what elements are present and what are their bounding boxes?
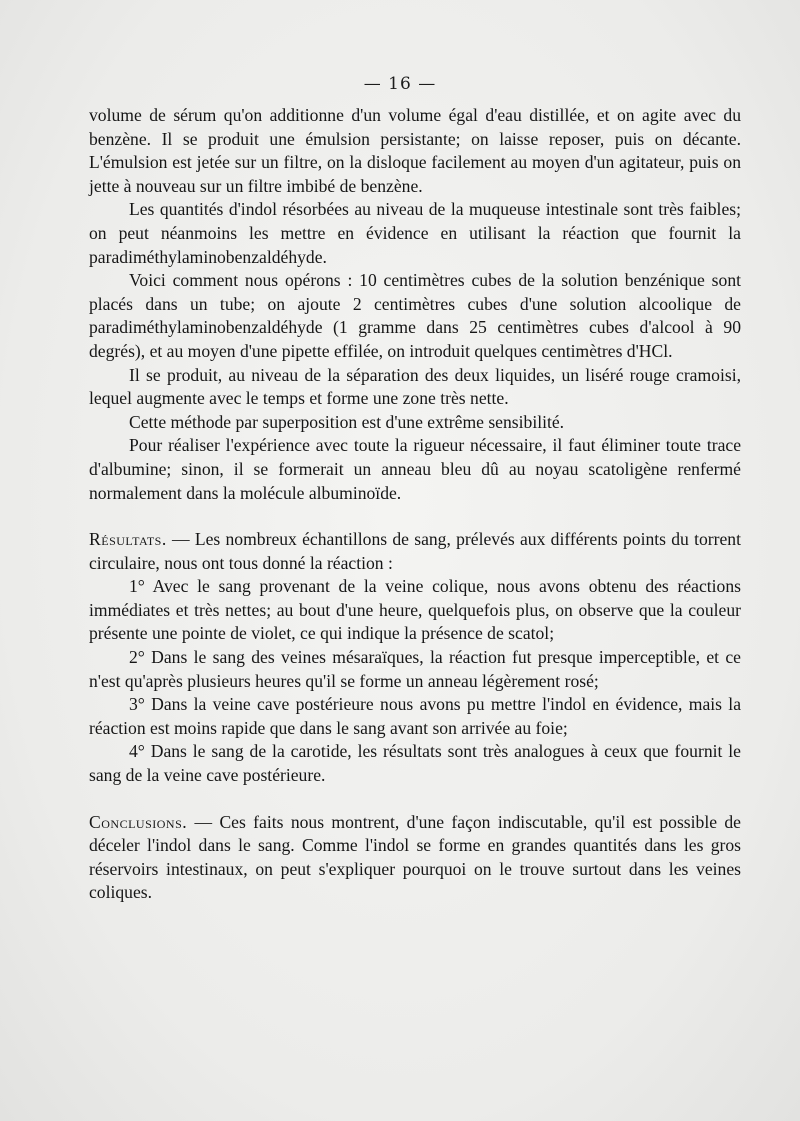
- resultats-text: — Les nombreux échantillons de sang, prélevés aux différents points du torrent circulaire, nous ont tous donné la réaction :: [89, 529, 741, 573]
- body-text: [89, 104, 741, 905]
- resultats-heading: Résultats.: [89, 529, 167, 550]
- paragraph-5: Cette méthode par superposition est d'une extrême sensibilité.: [129, 411, 565, 432]
- paragraph-6: Pour réaliser l'expérience avec toute la rigueur nécessaire, il faut éliminer toute trace d'albumine; sinon, il se formerait un anneau bleu dû au noyau scatoligène renfermé normalement dans la molécule albuminoïde.: [89, 435, 741, 503]
- conclusions-text: — Ces faits nous montrent, d'une façon indiscutable, qu'il est possible de déceler l'indol dans le sang. Comme l'indol se forme en grandes quantités dans les gros réservoirs intestinaux, on peut s'expliquer pourquoi on le trouve surtout dans les veines coliques.: [89, 811, 741, 903]
- conclusions-heading: Conclusions.: [89, 811, 188, 832]
- paragraph-3: Voici comment nous opérons : 10 centimètres cubes de la solution benzénique sont placés dans un tube; on ajoute 2 centimètres cubes d'une solution alcoolique de paradiméthylaminobenzaldéhyde (1 gramme dans 25 centimètres cubes d'alcool à 90 degrés), et au moyen d'une pipette effilée, on introduit quelques centimètres d'HCl.: [89, 270, 741, 361]
- paragraph-4: Il se produit, au niveau de la séparation des deux liquides, un liséré rouge cramoisi, lequel augmente avec le temps et forme une zone très nette.: [89, 364, 741, 409]
- paragraph-result-4: 4° Dans le sang de la carotide, les résultats sont très analogues à ceux que fournit le sang de la veine cave postérieure.: [89, 741, 741, 786]
- paragraph-2: Les quantités d'indol résorbées au niveau de la muqueuse intestinale sont très faibles; on peut néanmoins les mettre en évidence en utilisant la réaction que fournit la paradiméthylaminobenzaldéhyde.: [89, 199, 741, 267]
- paragraph-result-3: 3° Dans la veine cave postérieure nous avons pu mettre l'indol en évidence, mais la réaction est moins rapide que dans le sang avant son arrivée au foie;: [89, 694, 741, 738]
- paragraph-resultats: [89, 528, 741, 575]
- page-number: — 16 —: [363, 74, 437, 94]
- paragraph-result-2: 2° Dans le sang des veines mésaraïques, la réaction fut presque imperceptible, et ce n'est qu'après plusieurs heures qu'il se forme un anneau légèrement rosé;: [89, 647, 741, 691]
- paragraph-conclusions: [89, 811, 741, 905]
- paragraph-1: volume de sérum qu'on additionne d'un volume égal d'eau distillée, et on agite avec du benzène. Il se produit une émulsion persistante; on laisse reposer, puis on décante. L'émulsion est jetée sur un filtre, on la disloque facilement au moyen d'un agitateur, puis on jette à nouveau sur un filtre imbibé de benzène.: [89, 105, 741, 196]
- paragraph-result-1: 1° Avec le sang provenant de la veine colique, nous avons obtenu des réactions immédiates et très nettes; au bout d'une heure, quelquefois plus, on observe que la couleur présente une pointe de violet, ce qui indique la présence de scatol;: [89, 576, 741, 644]
